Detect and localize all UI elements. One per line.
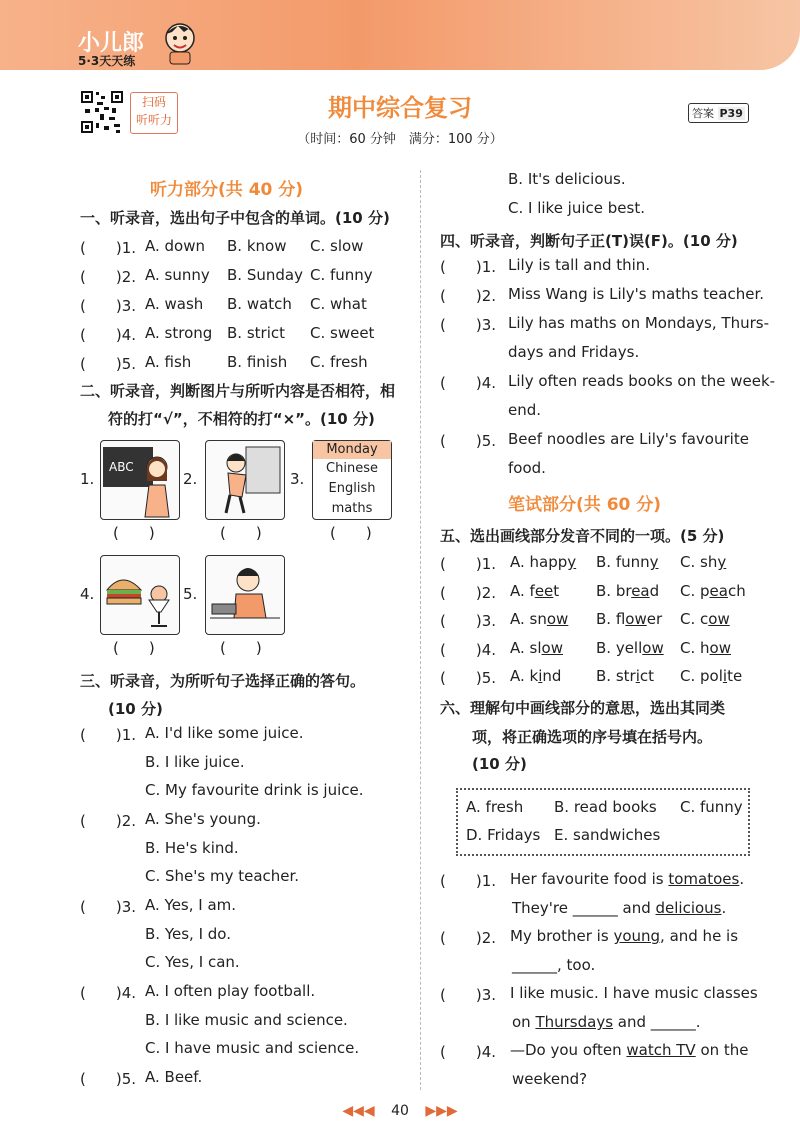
underlined-word: young xyxy=(613,927,661,945)
answer-blank-4[interactable]: ( ) xyxy=(113,639,155,657)
option-a: A. I'd like some juice. xyxy=(145,724,304,742)
question-number[interactable]: ( )5. xyxy=(440,669,497,687)
teacher-blackboard-picture xyxy=(100,440,180,520)
option-a: A. strong xyxy=(145,324,213,342)
question-number[interactable]: ( )3. xyxy=(80,898,137,916)
underlined-letters: ea xyxy=(709,581,728,600)
word-part: A. sl xyxy=(510,638,542,657)
sentence-line xyxy=(510,1041,749,1059)
timetable-card xyxy=(312,440,392,520)
word-part: B. str xyxy=(596,667,636,685)
sentence-text: My brother is xyxy=(510,927,614,945)
underlined-letters: ow xyxy=(709,638,731,657)
word-part: ct xyxy=(639,667,655,685)
question-number[interactable]: ( )2. xyxy=(80,812,137,830)
sentence-text: on the xyxy=(695,1041,749,1059)
card-subject-2: English xyxy=(328,481,376,496)
listening-heading: 听力部分(共 40 分) xyxy=(150,180,304,200)
word-part: C. c xyxy=(680,610,709,628)
underlined-word: tomatoes xyxy=(668,870,740,888)
underlined-letters: ow xyxy=(642,638,664,657)
underlined-letters: ee xyxy=(534,581,554,600)
sentence-line xyxy=(510,927,738,945)
question-number[interactable]: ( )5. xyxy=(80,1070,137,1088)
sentence-text: weekend? xyxy=(512,1070,588,1088)
section-6-title-line1: 六、理解句中画线部分的意思，选出其同类 xyxy=(440,699,726,717)
answer-blank-3[interactable]: ( ) xyxy=(330,524,372,542)
sentence-text: , and he is xyxy=(660,927,739,945)
word-part: nd xyxy=(542,667,562,685)
mascot-icon xyxy=(160,20,200,66)
answer-blank-1[interactable]: ( ) xyxy=(113,524,155,542)
brand-sub: 5·3天天练 xyxy=(78,54,136,68)
word-part: d xyxy=(649,581,660,600)
sentence-text: . xyxy=(739,870,745,888)
prev-arrows-icon: ◀◀◀ xyxy=(342,1103,375,1119)
option-b: B. He's kind. xyxy=(145,839,239,857)
word-option-b xyxy=(596,667,654,685)
word-part: t xyxy=(553,581,560,600)
underlined-letters: ow xyxy=(541,638,563,657)
word-part: A. f xyxy=(510,581,535,600)
option-b: B. finish xyxy=(227,353,288,371)
statement-line: Lily often reads books on the week- xyxy=(508,372,776,390)
underlined-letters: ow xyxy=(625,610,647,628)
option-b: B. Sunday xyxy=(227,266,303,284)
question-number[interactable]: ( )1. xyxy=(440,555,497,573)
underlined-letters: y xyxy=(649,553,659,571)
question-number[interactable]: ( )1. xyxy=(80,726,137,744)
sentence-text: and ______. xyxy=(613,1013,701,1031)
statement-line: Miss Wang is Lily's maths teacher. xyxy=(508,285,765,303)
page-title: 期中综合复习 xyxy=(328,94,472,122)
word-part: te xyxy=(727,667,743,685)
word-part: A. happ xyxy=(510,553,568,571)
option-a: A. I often play football. xyxy=(145,982,316,1000)
option-c: C. fresh xyxy=(310,353,368,371)
option-d: D. Fridays xyxy=(466,826,541,844)
word-part: B. br xyxy=(596,581,632,600)
statement-line: Lily is tall and thin. xyxy=(508,256,651,274)
word-part: ch xyxy=(727,581,746,600)
question-number[interactable]: ( )5. xyxy=(440,432,497,450)
option-c: C. My favourite drink is juice. xyxy=(145,781,364,799)
section-2-title-line2: 符的打“√”，不相符的打“×”。(10 分) xyxy=(108,410,375,428)
word-part: A. sn xyxy=(510,610,547,628)
word-option-c xyxy=(680,582,746,600)
option-c: C. Yes, I can. xyxy=(145,953,240,971)
option-a: A. fish xyxy=(145,353,192,371)
option-a: A. Yes, I am. xyxy=(145,896,237,914)
sentence-line-cont xyxy=(512,956,595,974)
option-a: A. wash xyxy=(145,295,204,313)
word-option-a xyxy=(510,582,559,600)
question-number[interactable]: ( )5. xyxy=(80,355,137,373)
section-6-points: (10 分) xyxy=(472,755,527,773)
answer-badge[interactable]: 答案 P39 xyxy=(688,103,749,123)
question-number[interactable]: ( )1. xyxy=(80,239,137,257)
column-divider xyxy=(420,170,421,1090)
option-a: A. fresh xyxy=(466,798,524,816)
option-a: A. sunny xyxy=(145,266,210,284)
sentence-line-cont xyxy=(512,899,726,917)
sentence-line xyxy=(510,984,758,1002)
option-b: B. I like juice. xyxy=(145,753,245,771)
option-c: C. She's my teacher. xyxy=(145,867,300,885)
card-day: Monday xyxy=(313,441,391,459)
word-part: er xyxy=(646,610,663,628)
statement-line-cont: end. xyxy=(508,401,542,419)
word-option-c xyxy=(680,553,726,571)
next-arrows-icon: ▶▶▶ xyxy=(425,1103,458,1119)
section-2-title-line1: 二、听录音，判断图片与所听内容是否相符，相 xyxy=(80,382,396,400)
underlined-word: Thursdays xyxy=(535,1013,614,1031)
page-number: 40 xyxy=(391,1103,409,1119)
underlined-letters: ea xyxy=(631,581,650,600)
option-c: C. funny xyxy=(680,798,743,816)
writing-heading: 笔试部分(共 60 分) xyxy=(508,495,662,515)
option-e: E. sandwiches xyxy=(554,826,661,844)
option-b: B. read books xyxy=(554,798,657,816)
sentence-line-cont xyxy=(512,1013,701,1031)
option-c: C. I have music and science. xyxy=(145,1039,360,1057)
card-subject-1: Chinese xyxy=(326,461,378,476)
section-3-points: (10 分) xyxy=(108,700,163,718)
picture-number-4: 4. xyxy=(80,585,95,603)
word-option-c xyxy=(680,610,730,628)
underlined-word: watch TV xyxy=(626,1041,696,1059)
section-6-title-line2: 项，将正确选项的序号填在括号内。 xyxy=(472,728,713,746)
sentence-text: ______, too. xyxy=(512,956,596,974)
girl-washing-picture xyxy=(205,440,285,520)
option-b: B. know xyxy=(227,237,287,255)
option-c: C. funny xyxy=(310,266,373,284)
option-c: C. slow xyxy=(310,237,364,255)
option-word-box xyxy=(456,788,750,856)
question-number[interactable]: ( )3. xyxy=(80,297,137,315)
picture-number-2: 2. xyxy=(183,470,198,488)
sentence-text: —Do you often xyxy=(510,1041,627,1059)
picture-number-5: 5. xyxy=(183,585,198,603)
question-number[interactable]: ( )4. xyxy=(440,1043,497,1061)
question-number[interactable]: ( )3. xyxy=(440,316,497,334)
picture-number-3: 3. xyxy=(290,470,305,488)
sentence-text: . xyxy=(721,899,727,917)
brand-logo: 小儿郎 xyxy=(78,31,145,56)
option-a: A. She's young. xyxy=(145,810,261,828)
statement-line: Lily has maths on Mondays, Thurs- xyxy=(508,314,769,332)
question-number[interactable]: ( )2. xyxy=(440,583,497,602)
underlined-letters: ow xyxy=(708,610,730,628)
sandwich-icecream-picture xyxy=(100,555,180,635)
sentence-line xyxy=(510,870,744,888)
statement-line-cont: food. xyxy=(508,459,546,477)
option-a: A. down xyxy=(145,237,206,255)
word-option-a xyxy=(510,639,563,657)
board-text: ABC xyxy=(109,460,134,474)
word-option-a xyxy=(510,610,568,628)
underlined-letters: i xyxy=(722,667,728,685)
word-option-c xyxy=(680,667,742,685)
underlined-word: delicious xyxy=(655,899,722,917)
word-part: C. h xyxy=(680,638,710,657)
question-number[interactable]: ( )1. xyxy=(440,258,497,276)
section-4-title: 四、听录音，判断句子正(T)误(F)。(10 分) xyxy=(440,232,738,250)
word-part: B. funn xyxy=(596,553,650,571)
option-c: C. sweet xyxy=(310,324,375,342)
word-part: A. k xyxy=(510,667,539,685)
section-3-title: 三、听录音，为所听句子选择正确的答句。 xyxy=(80,672,366,690)
card-subject-3: maths xyxy=(331,501,373,516)
option-b: B. watch xyxy=(227,295,292,313)
option-c: C. what xyxy=(310,295,367,313)
option-b: B. Yes, I do. xyxy=(145,925,231,943)
picture-number-1: 1. xyxy=(80,470,95,488)
word-part: C. sh xyxy=(680,553,718,571)
question-number[interactable]: ( )2. xyxy=(440,287,497,305)
sentence-text: on xyxy=(512,1013,536,1031)
option-b: B. I like music and science. xyxy=(145,1011,348,1029)
question-number[interactable]: ( )4. xyxy=(440,640,497,659)
page-footer xyxy=(0,1103,800,1119)
time-info: （时间：60 分钟 满分：100 分） xyxy=(297,132,503,147)
word-part: C. pol xyxy=(680,667,723,685)
underlined-letters: y xyxy=(717,553,727,571)
question-number[interactable]: ( )4. xyxy=(440,374,497,392)
sentence-text: They're ______ and xyxy=(512,899,656,917)
option-b: B. It's delicious. xyxy=(508,170,626,188)
question-number[interactable]: ( )3. xyxy=(440,986,497,1004)
word-option-b xyxy=(596,639,664,657)
question-number[interactable]: ( )2. xyxy=(440,929,497,947)
scan-listen-label: 扫码 听听力 xyxy=(130,92,178,134)
sentence-text: Her favourite food is xyxy=(510,870,669,888)
answer-blank-2[interactable]: ( ) xyxy=(220,524,262,542)
option-c: C. I like juice best. xyxy=(508,199,645,217)
word-option-b xyxy=(596,582,659,600)
word-option-a xyxy=(510,553,576,571)
answer-blank-5[interactable]: ( ) xyxy=(220,639,262,657)
word-part: C. p xyxy=(680,581,710,600)
question-number[interactable]: ( )3. xyxy=(440,612,497,630)
option-a: A. Beef. xyxy=(145,1068,203,1086)
boy-reading-picture xyxy=(205,555,285,635)
word-option-b xyxy=(596,553,659,571)
sentence-line-cont xyxy=(512,1070,587,1088)
underlined-letters: i xyxy=(538,667,543,685)
statement-line: Beef noodles are Lily's favourite xyxy=(508,430,749,448)
question-number[interactable]: ( )4. xyxy=(80,984,137,1002)
underlined-letters: ow xyxy=(546,610,569,628)
section-1-title: 一、听录音，选出句子中包含的单词。(10 分) xyxy=(80,209,390,227)
word-option-b xyxy=(596,610,662,628)
question-number[interactable]: ( )4. xyxy=(80,326,137,344)
option-b: B. strict xyxy=(227,324,285,342)
word-option-c xyxy=(680,639,731,657)
question-number[interactable]: ( )1. xyxy=(440,872,497,890)
section-5-title: 五、选出画线部分发音不同的一项。(5 分) xyxy=(440,527,725,545)
question-number[interactable]: ( )2. xyxy=(80,268,137,286)
word-part: B. yell xyxy=(596,638,643,657)
word-part: B. fl xyxy=(596,610,626,628)
sentence-text: I like music. I have music classes xyxy=(510,984,758,1002)
underlined-letters: i xyxy=(635,667,640,685)
word-option-a xyxy=(510,667,561,685)
statement-line-cont: days and Fridays. xyxy=(508,343,640,361)
underlined-letters: y xyxy=(567,553,577,571)
